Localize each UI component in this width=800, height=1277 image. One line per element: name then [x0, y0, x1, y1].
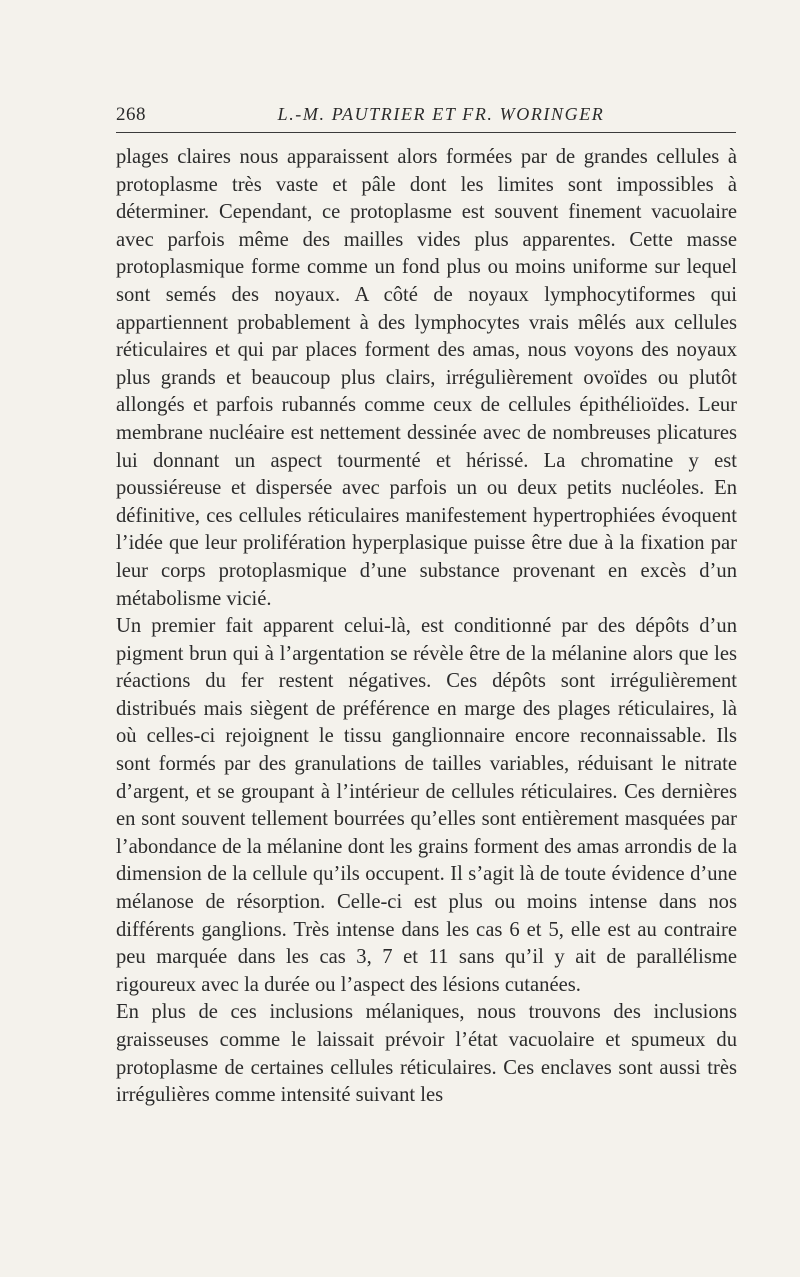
header-rule [116, 132, 736, 133]
body-text [116, 144, 737, 1110]
paragraph: plages claires nous apparaissent alors formées par de grandes cellules à protoplasme très vaste et pâle dont les limites sont impossibles à déterminer. Cependant, ce protoplasme est souvent finement vacuolaire avec parfois même des mailles vides plus apparentes. Cette masse protoplasmique forme comme un fond plus ou moins uniforme sur lequel sont semés des noyaux. A côté de noyaux lymphocytiformes qui appartiennent probablement à des lymphocytes vrais mêlés aux cellules réticulaires et qui par places forment des amas, nous voyons des noyaux plus grands et beaucoup plus clairs, irrégulièrement ovoïdes ou plutôt allongés et parfois rubannés comme ceux de cellules épithélioïdes. Leur membrane nucléaire est nettement dessinée avec de nombreuses plicatures lui donnant un aspect tourmenté et hérissé. La chromatine y est poussiéreuse et dispersée avec parfois un ou deux petits nucléoles. En définitive, ces cellules réticulaires manifestement hypertrophiées évoquent l’idée que leur prolifération hyperplasique puisse être due à la fixation par leur corps protoplasmique d’une substance provenant en excès d’un métabolisme vicié. [116, 146, 737, 610]
running-head: L.-M. PAUTRIER ET FR. WORINGER [277, 104, 605, 124]
page-number: 268 [116, 104, 146, 125]
paragraph: En plus de ces inclusions mélaniques, nous trouvons des inclusions graisseuses comme le laissait prévoir l’état vacuolaire et spumeux du protoplasme de certaines cellules réticulaires. Ces enclaves sont aussi très irrégulières comme intensité suivant les [116, 1001, 737, 1107]
page-header [116, 100, 736, 130]
paragraph: Un premier fait apparent celui-là, est conditionné par des dépôts d’un pigment brun qui à l’argentation se révèle être de la mélanine alors que les réactions du fer restent négatives. Ces dépôts sont irrégulièrement distribués mais siègent de préférence en marge des plages réticulaires, là où celles-ci rejoignent le tissu ganglionnaire encore reconnaissable. Ils sont formés par des granulations de tailles variables, réduisant le nitrate d’argent, et se groupant à l’intérieur de cellules réticulaires. Ces dernières en sont souvent tellement bourrées qu’elles sont entièrement masquées par l’abondance de la mélanine dont les grains forment des amas arrondis de la dimension de la cellule qu’ils occupent. Il s’agit là de toute évidence d’une mélanose de résorption. Celle-ci est plus ou moins intense dans nos différents ganglions. Très intense dans les cas 6 et 5, elle est au contraire peu marquée dans les cas 3, 7 et 11 sans qu’il y ait de parallélisme rigoureux avec la durée ou l’aspect des lésions cutanées. [116, 615, 737, 996]
